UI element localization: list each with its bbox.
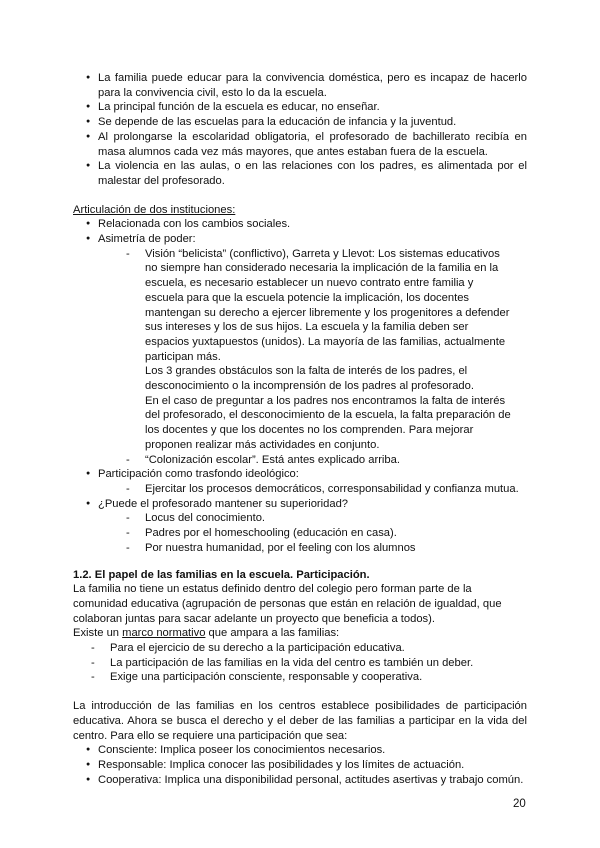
locus-item: - Locus del conocimiento. — [73, 511, 527, 526]
articulacion-list-3 — [73, 497, 527, 512]
list-item: ● Participación como trasfondo ideológico: — [73, 467, 527, 482]
list-item: - Exige una participación consciente, responsable y cooperativa. — [73, 670, 527, 685]
marco-list — [73, 641, 527, 685]
articulacion-title: Articulación de dos instituciones: — [73, 203, 236, 216]
list-item: ● Relacionada con los cambios sociales. — [73, 217, 527, 232]
paragraph: La introducción de las familias en los centros establece posibilidades de participación educativa. Ahora se busca el derecho y el deber de las familias a participar en la vida del centro. Para ello se requiere una participación que sea: — [73, 700, 527, 742]
list-item: ● La familia puede educar para la convivencia doméstica, pero es incapaz de hacerlo para la convivencia civil, esto lo da la escuela. — [73, 71, 527, 100]
preguntar-text: En el caso de preguntar a los padres nos encontramos la falta de interés del profesorado, el desconocimiento de la escuela, la falta preparación de los docentes y que los docentes no los comprenden. Para mejorar proponen realizar más actividades en conjunto. — [145, 394, 511, 451]
ejercitar-item: - Ejercitar los procesos democráticos, corresponsabilidad y confianza mutua. — [73, 482, 527, 497]
articulacion-list-2 — [73, 467, 527, 482]
marco-intro — [73, 626, 527, 641]
list-item: ● ¿Puede el profesorado mantener su superioridad? — [73, 497, 527, 512]
list-item: - La participación de las familias en la vida del centro es también un deber. — [73, 656, 527, 671]
list-item: ● Cooperativa: Implica una disponibilidad personal, actitudes asertivas y trabajo común. — [73, 773, 527, 788]
colonizacion-item: - “Colonización escolar”. Está antes explicado arriba. — [73, 453, 527, 468]
page-number: 20 — [513, 798, 526, 810]
marco-pre: Existe un — [73, 627, 123, 640]
paragraph: La familia no tiene un estatus definido dentro del colegio pero forman parte de la comunidad educativa (agrupación de personas que están en relación de igualdad, que colaboran juntas para sacar adelante un proyecto que beneficia a todos). — [73, 583, 502, 625]
list-item: ● La principal función de la escuela es educar, no enseñar. — [73, 100, 527, 115]
list-item: ● Consciente: Implica poseer los conocimientos necesarios. — [73, 743, 527, 758]
homeschooling-item: - Padres por el homeschooling (educación en casa). — [73, 526, 527, 541]
list-item: ● La violencia en las aulas, o en las relaciones con los padres, es alimentada por el malestar del profesorado. — [73, 159, 527, 188]
marco-post: que ampara a las familias: — [205, 627, 340, 640]
requisitos-list — [73, 743, 527, 787]
vision-belicista: - Visión “belicista” (conflictivo), Garreta y Llevot: Los sistemas educativos no siempre han considerado necesaria la implicación de la familia en la escuela, es necesario establecer un nuevo contrato entre familia y escuela para que la escuela potencie la implicación, los docentes mantengan su derecho a ejercer libremente y los progenitores a defender sus intereses y los de sus hijos. La escuela y la familia deben ser espacios yuxtapuestos (unidos). La mayoría de las familias, actualmente participan más. — [73, 247, 515, 365]
list-item: ● Al prolongarse la escolaridad obligatoria, el profesorado de bachillerato recibía en masa alumnos cada vez más mayores, que antes estaban fuera de la escuela. — [73, 130, 527, 159]
obstaculos-text: Los 3 grandes obstáculos son la falta de interés de los padres, el desconocimiento o la incomprensión de los padres al profesorado. — [145, 365, 474, 393]
list-item: ● Se depende de las escuelas para la educación de infancia y la juventud. — [73, 115, 527, 130]
marco-normativo-term: marco normativo — [122, 627, 206, 640]
list-item: ● Responsable: Implica conocer las posibilidades y los límites de actuación. — [73, 758, 527, 773]
list-item: - Para el ejercicio de su derecho a la participación educativa. — [73, 641, 527, 656]
section-heading: 1.2. El papel de las familias en la escuela. Participación. — [73, 568, 370, 581]
document-page — [73, 71, 527, 787]
top-bullet-list — [73, 71, 527, 189]
list-item: ● Asimetría de poder: — [73, 232, 527, 247]
articulacion-list — [73, 217, 527, 246]
humanidad-item: - Por nuestra humanidad, por el feeling con los alumnos — [73, 541, 527, 556]
